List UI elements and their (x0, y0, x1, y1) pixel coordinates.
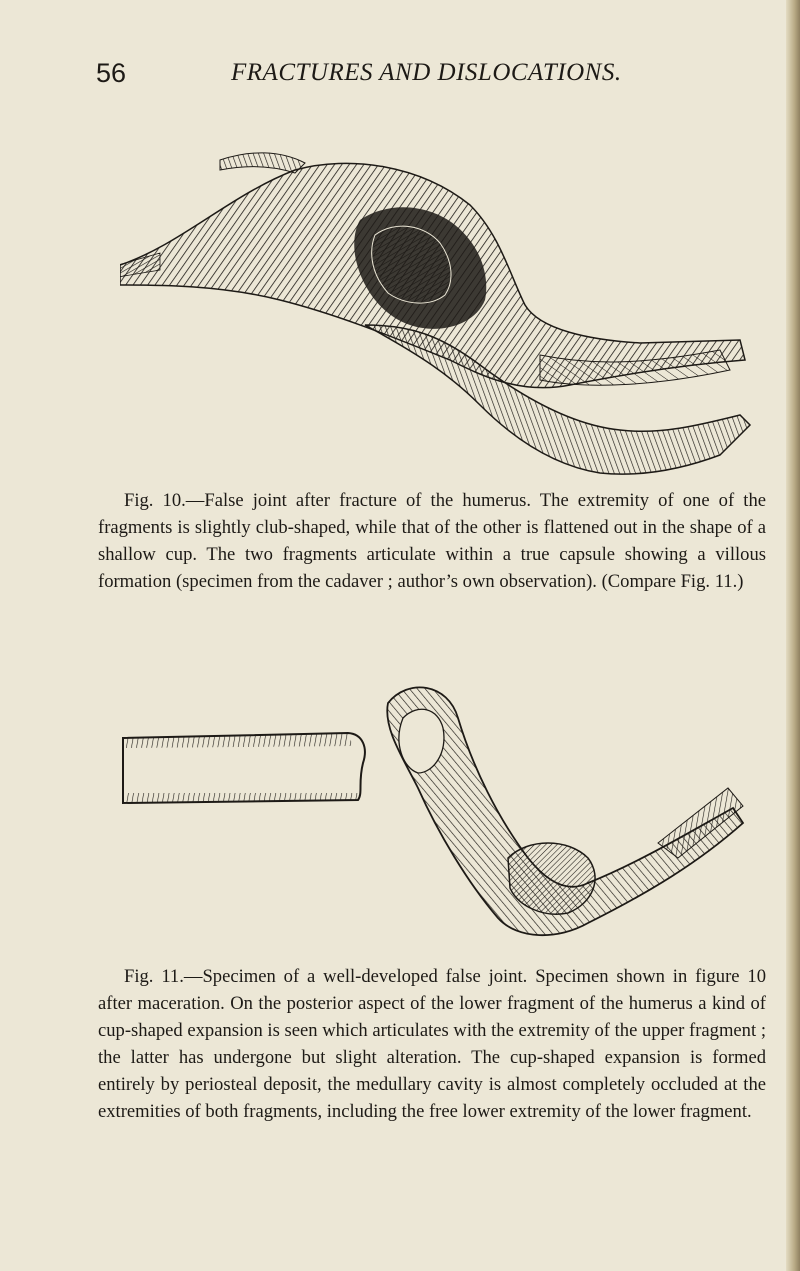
page-number: 56 (96, 58, 127, 88)
figure-11-illustration (118, 678, 748, 946)
figure-10-caption: Fig. 10.—False joint after fracture of the humerus. The extremity of one of the fragments is slightly club-shaped, while that of the other is flattened out in the shape of a shallow cup. The two fragments articulate within a true capsule showing a villous formation (specimen from the cadaver ; author’s own observation). (Compare Fig. 11.) (98, 490, 766, 592)
page-header (96, 56, 696, 92)
figure-11-caption: Fig. 11.—Specimen of a well-developed false joint. Specimen shown in figure 10 after maceration. On the posterior aspect of the lower fragment of the humerus a kind of cup-shaped expansion is seen which articulates with the extremity of the upper fragment ; the latter has undergone but slight alteration. The cup-shaped expansion is formed entirely by periosteal deposit, the medullary cavity is almost completely occluded at the extremities of both fragments, including the free lower extremity of the lower fragment. (98, 966, 766, 1122)
figure-10-illustration (120, 125, 760, 480)
page-edge (786, 0, 800, 1271)
running-title: FRACTURES AND DISLOCATIONS. (231, 59, 622, 86)
